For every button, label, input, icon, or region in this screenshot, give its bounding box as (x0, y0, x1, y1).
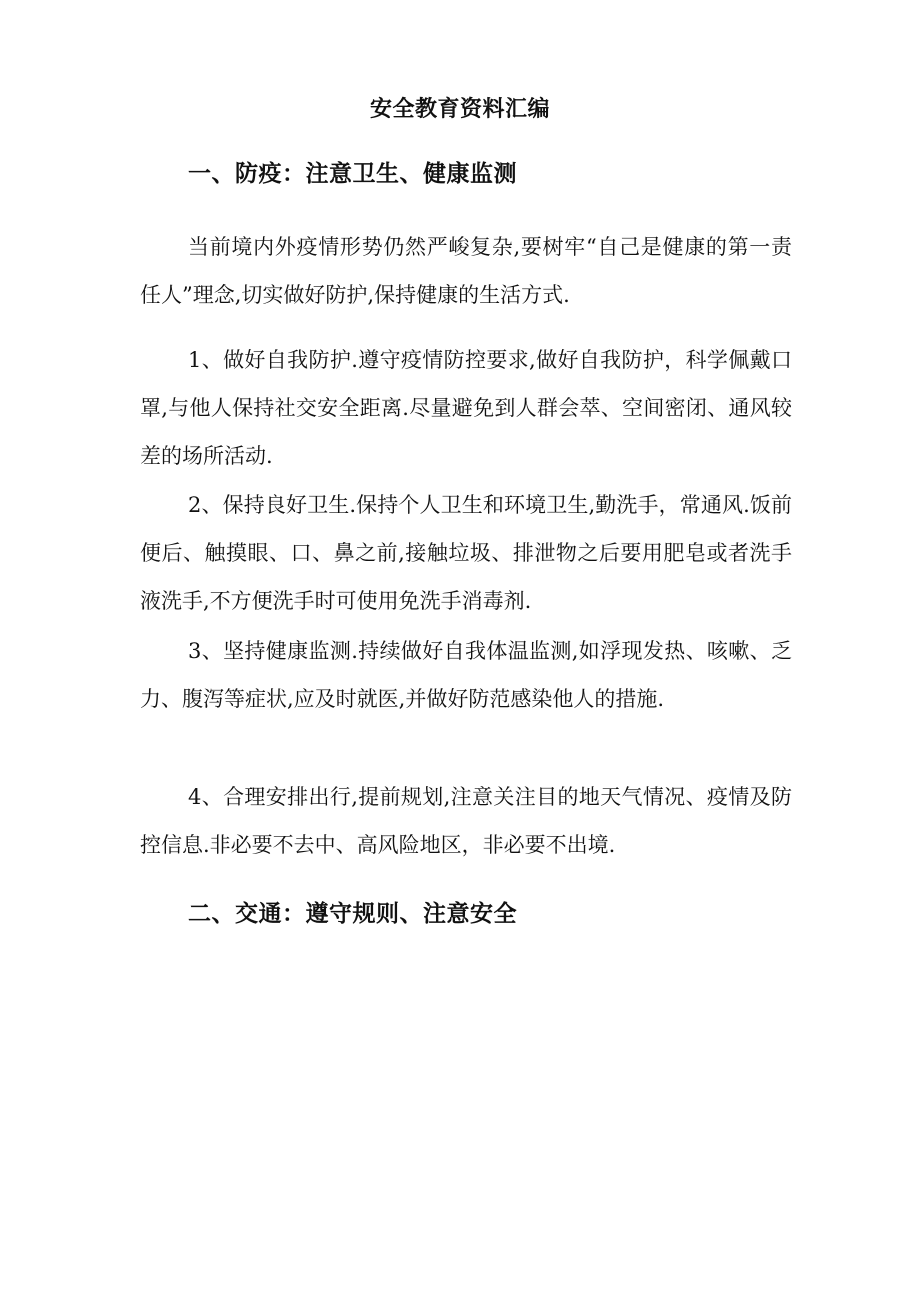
section-heading-traffic: 二、交通：遵守规则、注意安全 (188, 901, 517, 927)
list-item-hygiene: 2、保持良好卫生.保持个人卫生和环境卫生,勤洗手，常通风.饭前便后、触摸眼、口、鼻之前,接触垃圾、排泄物之后要用肥皂或者洗手液洗手,不方便洗手时可使用免洗手消毒剂. (140, 493, 792, 613)
document-title: 安全教育资料汇编 (369, 97, 550, 122)
list-item-self-protection: 1、做好自我防护.遵守疫情防控要求,做好自我防护，科学佩戴口罩,与他人保持社交安全距离.尽量避免到人群会萃、空间密闭、通风较差的场所活动. (140, 348, 792, 468)
section-intro-paragraph: 当前境内外疫情形势仍然严峻复杂,要树牢“自己是健康的第一责任人”理念,切实做好防护,保持健康的生活方式. (140, 235, 792, 307)
section-heading-epidemic: 一、防疫：注意卫生、健康监测 (188, 161, 517, 187)
list-item-travel-planning: 4、合理安排出行,提前规划,注意关注目的地天气情况、疫情及防控信息.非必要不去中、高风险地区，非必要不出境. (140, 785, 792, 857)
list-item-health-monitoring: 3、坚持健康监测.持续做好自我体温监测,如浮现发热、咳嗽、乏力、腹泻等症状,应及时就医,并做好防范感染他人的措施. (140, 639, 792, 711)
